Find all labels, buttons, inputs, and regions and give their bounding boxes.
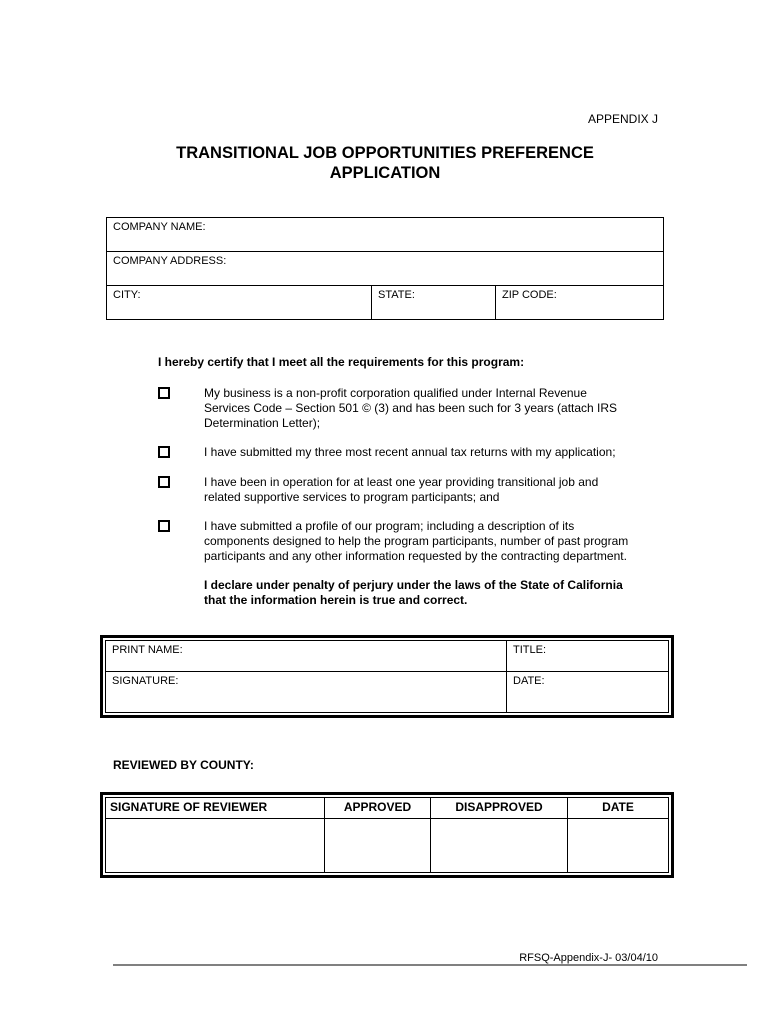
certify-item-1-line-1: My business is a non-profit corporation qualified under Internal Revenue <box>204 386 587 400</box>
certify-heading: I hereby certify that I meet all the requirements for this program: <box>158 355 525 369</box>
approved-cell[interactable] <box>325 819 431 873</box>
print-name-label: PRINT NAME: <box>112 644 183 656</box>
company-address-label: COMPANY ADDRESS: <box>113 255 227 267</box>
certify-item-4-line-2: components designed to help the program participants, number of past program <box>204 534 629 548</box>
title-line-2: APPLICATION <box>329 164 441 182</box>
declaration <box>204 578 654 608</box>
checkbox-3[interactable] <box>158 476 170 488</box>
column-signature-of-reviewer: SIGNATURE OF REVIEWER <box>106 798 325 819</box>
certify-item-2-text <box>204 445 654 460</box>
review-box <box>100 792 674 878</box>
signature-label: SIGNATURE: <box>112 675 179 687</box>
company-name-field[interactable] <box>107 218 664 252</box>
disapproved-cell[interactable] <box>431 819 568 873</box>
footer-doc-id: RFSQ-Appendix-J- 03/04/10 <box>519 952 658 964</box>
date-field[interactable] <box>507 672 669 713</box>
title-label: TITLE: <box>513 644 547 656</box>
title-line-1: TRANSITIONAL JOB OPPORTUNITIES PREFERENCE <box>176 144 594 162</box>
column-disapproved: DISAPPROVED <box>431 798 568 819</box>
certify-item-3-text <box>204 475 654 505</box>
certify-item-3-line-1: I have been in operation for at least one year providing transitional job and <box>204 475 599 489</box>
city-label: CITY: <box>113 289 141 301</box>
appendix-label: APPENDIX J <box>587 112 658 126</box>
review-table <box>105 797 669 873</box>
page-title <box>0 143 770 183</box>
reviewer-signature-cell[interactable] <box>106 819 325 873</box>
company-name-label: COMPANY NAME: <box>113 221 206 233</box>
certify-item-3-line-2: related supportive services to program participants; and <box>204 490 500 504</box>
city-field[interactable] <box>107 286 372 320</box>
footer-divider <box>113 964 747 966</box>
checkbox-2[interactable] <box>158 446 170 458</box>
state-field[interactable] <box>372 286 496 320</box>
signature-field[interactable] <box>106 672 507 713</box>
certify-item-4-line-1: I have submitted a profile of our program; including a description of its <box>204 519 575 533</box>
certify-item-4-line-3: participants and any other information requested by the contracting department. <box>204 549 627 563</box>
state-label: STATE: <box>378 289 415 301</box>
company-info-table <box>106 217 664 320</box>
zip-code-field[interactable] <box>496 286 664 320</box>
company-address-field[interactable] <box>107 252 664 286</box>
certify-item-2-line-1: I have submitted my three most recent annual tax returns with my application; <box>204 445 616 459</box>
date-label: DATE: <box>513 675 545 687</box>
column-approved: APPROVED <box>325 798 431 819</box>
certify-item-1-line-2: Services Code – Section 501 © (3) and has been such for 3 years (attach IRS <box>204 401 618 415</box>
print-name-field[interactable] <box>106 641 507 672</box>
certify-item-1-line-3: Determination Letter); <box>204 416 321 430</box>
certify-item-1-text <box>204 386 654 431</box>
reviewed-by-county-heading: REVIEWED BY COUNTY: <box>113 758 254 772</box>
review-date-cell[interactable] <box>568 819 669 873</box>
declaration-line-1: I declare under penalty of perjury under the laws of the State of California <box>204 578 623 592</box>
checkbox-4[interactable] <box>158 520 170 532</box>
declaration-line-2: that the information herein is true and correct. <box>204 593 468 607</box>
column-date: DATE <box>568 798 669 819</box>
title-field[interactable] <box>507 641 669 672</box>
signature-box <box>100 635 674 718</box>
signature-table <box>105 640 669 713</box>
zip-code-label: ZIP CODE: <box>502 289 557 301</box>
checkbox-1[interactable] <box>158 387 170 399</box>
certify-item-4-text <box>204 519 654 564</box>
